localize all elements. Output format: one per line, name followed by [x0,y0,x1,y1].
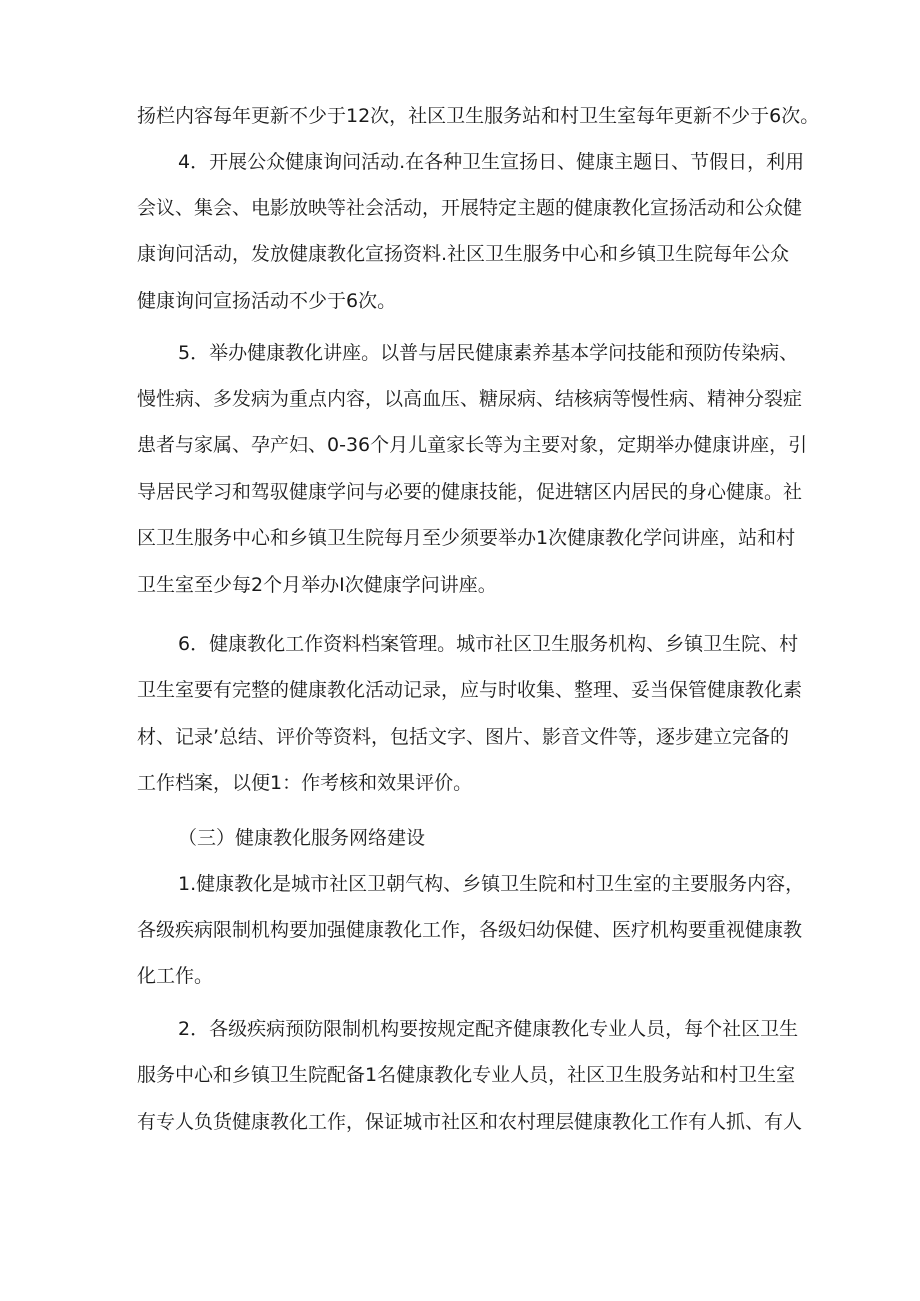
paragraph-line: 2．各级疾病预防限制机构要按规定配齐健康教化专业人员，每个社区卫生 [178,1018,799,1040]
paragraph-line: 材、记录’总结、评价等资料，包括文字、图片、影音文件等，逐步建立完备的 [137,726,790,748]
paragraph-line: 6．健康教化工作资料档案管理。城市社区卫生服务机构、乡镇卫生院、村 [178,633,799,655]
paragraph-line: 导居民学习和驾驭健康学问与必要的健康技能，促进辖区内居民的身心健康。社 [137,481,803,503]
paragraph-line: 1.健康教化是城市社区卫朝气构、乡镇卫生院和村卫生室的主要服务内容， [178,873,805,895]
paragraph-line: 扬栏内容每年更新不少于12次，社区卫生服务站和村卫生室每年更新不少于6次。 [137,105,820,127]
section-heading: （三）健康教化服务网络建设 [178,827,426,849]
paragraph-line: 卫生室要有完整的健康教化活动记录，应与时收集、整理、妥当保管健康教化素 [137,679,803,701]
paragraph-line: 工作档案，以便1：作考核和效果评价。 [137,772,473,794]
paragraph-line: 5．举办健康教化讲座。以普与居民健康素养基本学问技能和预防传染病、 [178,342,799,364]
paragraph-line: 患者与家属、孕产妇、0-36个月儿童家长等为主要对象，定期举办健康讲座，引 [137,434,808,456]
paragraph-line: 康询问活动，发放健康教化宣扬资料.社区卫生服务中心和乡镇卫生院每年公众 [137,243,790,265]
paragraph-line: 4．开展公众健康询问活动.在各种卫生宣扬日、健康主题日、节假日，利用 [178,151,805,173]
paragraph-line: 会议、集会、电影放映等社会活动，开展特定主题的健康教化宣扬活动和公众健 [137,197,803,219]
paragraph-line: 健康询问宣扬活动不少于6次。 [137,290,397,312]
paragraph-line: 服务中心和乡镇卫生院配备1名健康教化专业人员，社区卫生股务站和村卫生室 [137,1064,796,1086]
paragraph-line: 慢性病、多发病为重点内容，以高血压、糖尿病、结核病等慢性病、精神分裂症 [137,388,803,410]
paragraph-line: 卫生室至少每2个月举办I次健康学问讲座。 [137,574,497,596]
paragraph-line: 区卫生服务中心和乡镇卫生院每月至少须要举办1次健康教化学问讲座，站和村 [137,527,796,549]
paragraph-line: 化工作。 [137,965,214,987]
paragraph-line: 各级疾病限制机构要加强健康教化工作，各级妇幼保健、医疗机构要重视健康教 [137,919,803,941]
paragraph-line: 有专人负货健康教化工作，保证城市社区和农村理层健康教化工作有人抓、有人 [137,1111,803,1133]
